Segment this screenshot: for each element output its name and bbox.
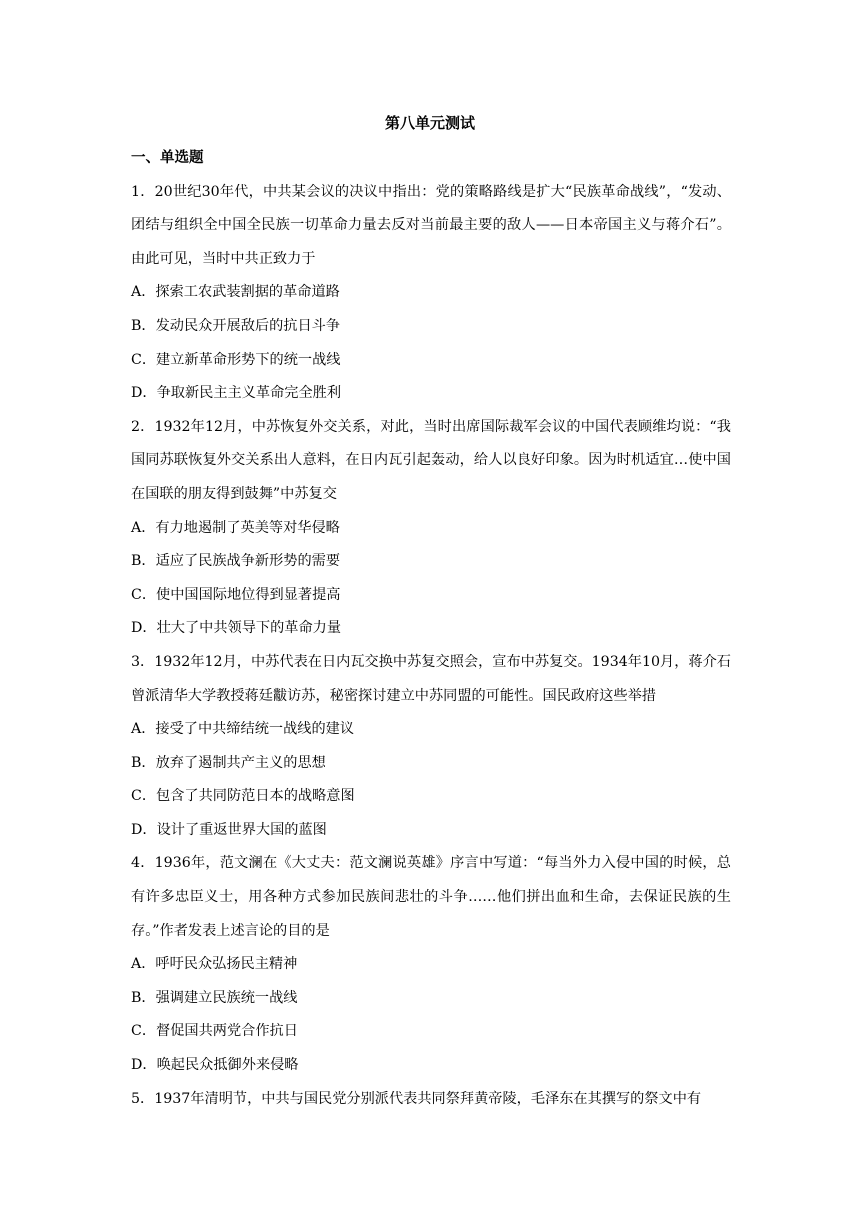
page-title: 第八单元测试 xyxy=(384,114,475,132)
option-c: C．包含了共同防范日本的战略意图 xyxy=(131,788,355,805)
option-b: B．放弃了遏制共产主义的思想 xyxy=(131,754,326,771)
option-d: D．设计了重返世界大国的蓝图 xyxy=(131,821,327,838)
option-b: B．强调建立民族统一战线 xyxy=(131,989,298,1006)
option-c: C．建立新革命形势下的统一战线 xyxy=(131,351,341,368)
option-a: A．接受了中共缔结统一战线的建议 xyxy=(131,721,355,738)
question-stem: 4．1936年，范文澜在《大丈夫：范文澜说英雄》序言中写道：“每当外力入侵中国的时候，总有许多忠臣义士，用各种方式参加民族间悲壮的斗争……他们拼出血和生命，去保证民族的生存。”作者发表上述言论的目的是 xyxy=(131,855,731,939)
option-d: D．壮大了中共领导下的革命力量 xyxy=(131,620,342,637)
question-4 xyxy=(131,847,731,1082)
option-c: C．督促国共两党合作抗日 xyxy=(131,1023,298,1040)
question-3 xyxy=(131,646,731,848)
question-1 xyxy=(131,176,731,411)
option-a: A．探索工农武装割据的革命道路 xyxy=(131,284,340,301)
question-stem: 3．1932年12月，中苏代表在日内瓦交换中苏复交照会，宣布中苏复交。1934年10月，蒋介石曾派清华大学教授蒋廷黻访苏，秘密探讨建立中苏同盟的可能性。国民政府这些举措 xyxy=(131,653,731,704)
option-b: B．适应了民族战争新形势的需要 xyxy=(131,553,341,570)
option-b: B．发动民众开展敌后的抗日斗争 xyxy=(131,317,341,334)
question-2 xyxy=(131,411,731,646)
option-a: A．呼吁民众弘扬民主精神 xyxy=(131,956,298,973)
question-stem: 2．1932年12月，中苏恢复外交关系，对此，当时出席国际裁军会议的中国代表顾维均说：“我国同苏联恢复外交关系出人意料，在日内瓦引起轰动，给人以良好印象。因为时机适宜…使中国在国联的朋友得到鼓舞”中苏复交 xyxy=(131,418,731,502)
option-a: A．有力地遏制了英美等对华侵略 xyxy=(131,519,340,536)
question-list xyxy=(131,142,731,1116)
question-stem: 1．20世纪30年代，中共某会议的决议中指出：党的策略路线是扩大“民族革命战线”，“发动、团结与组织全中国全民族一切革命力量去反对当前最主要的敌人——日本帝国主义与蒋介石”。由此可见，当时中共正致力于 xyxy=(131,183,731,267)
option-d: D．争取新民主主义革命完全胜利 xyxy=(131,385,342,402)
option-c: C．使中国国际地位得到显著提高 xyxy=(131,586,341,603)
section-heading: 一、单选题 xyxy=(131,150,204,166)
option-d: D．唤起民众抵御外来侵略 xyxy=(131,1057,299,1074)
question-5 xyxy=(131,1083,731,1117)
question-stem: 5．1937年清明节，中共与国民党分别派代表共同祭拜黄帝陵，毛泽东在其撰写的祭文中有 xyxy=(131,1090,702,1107)
